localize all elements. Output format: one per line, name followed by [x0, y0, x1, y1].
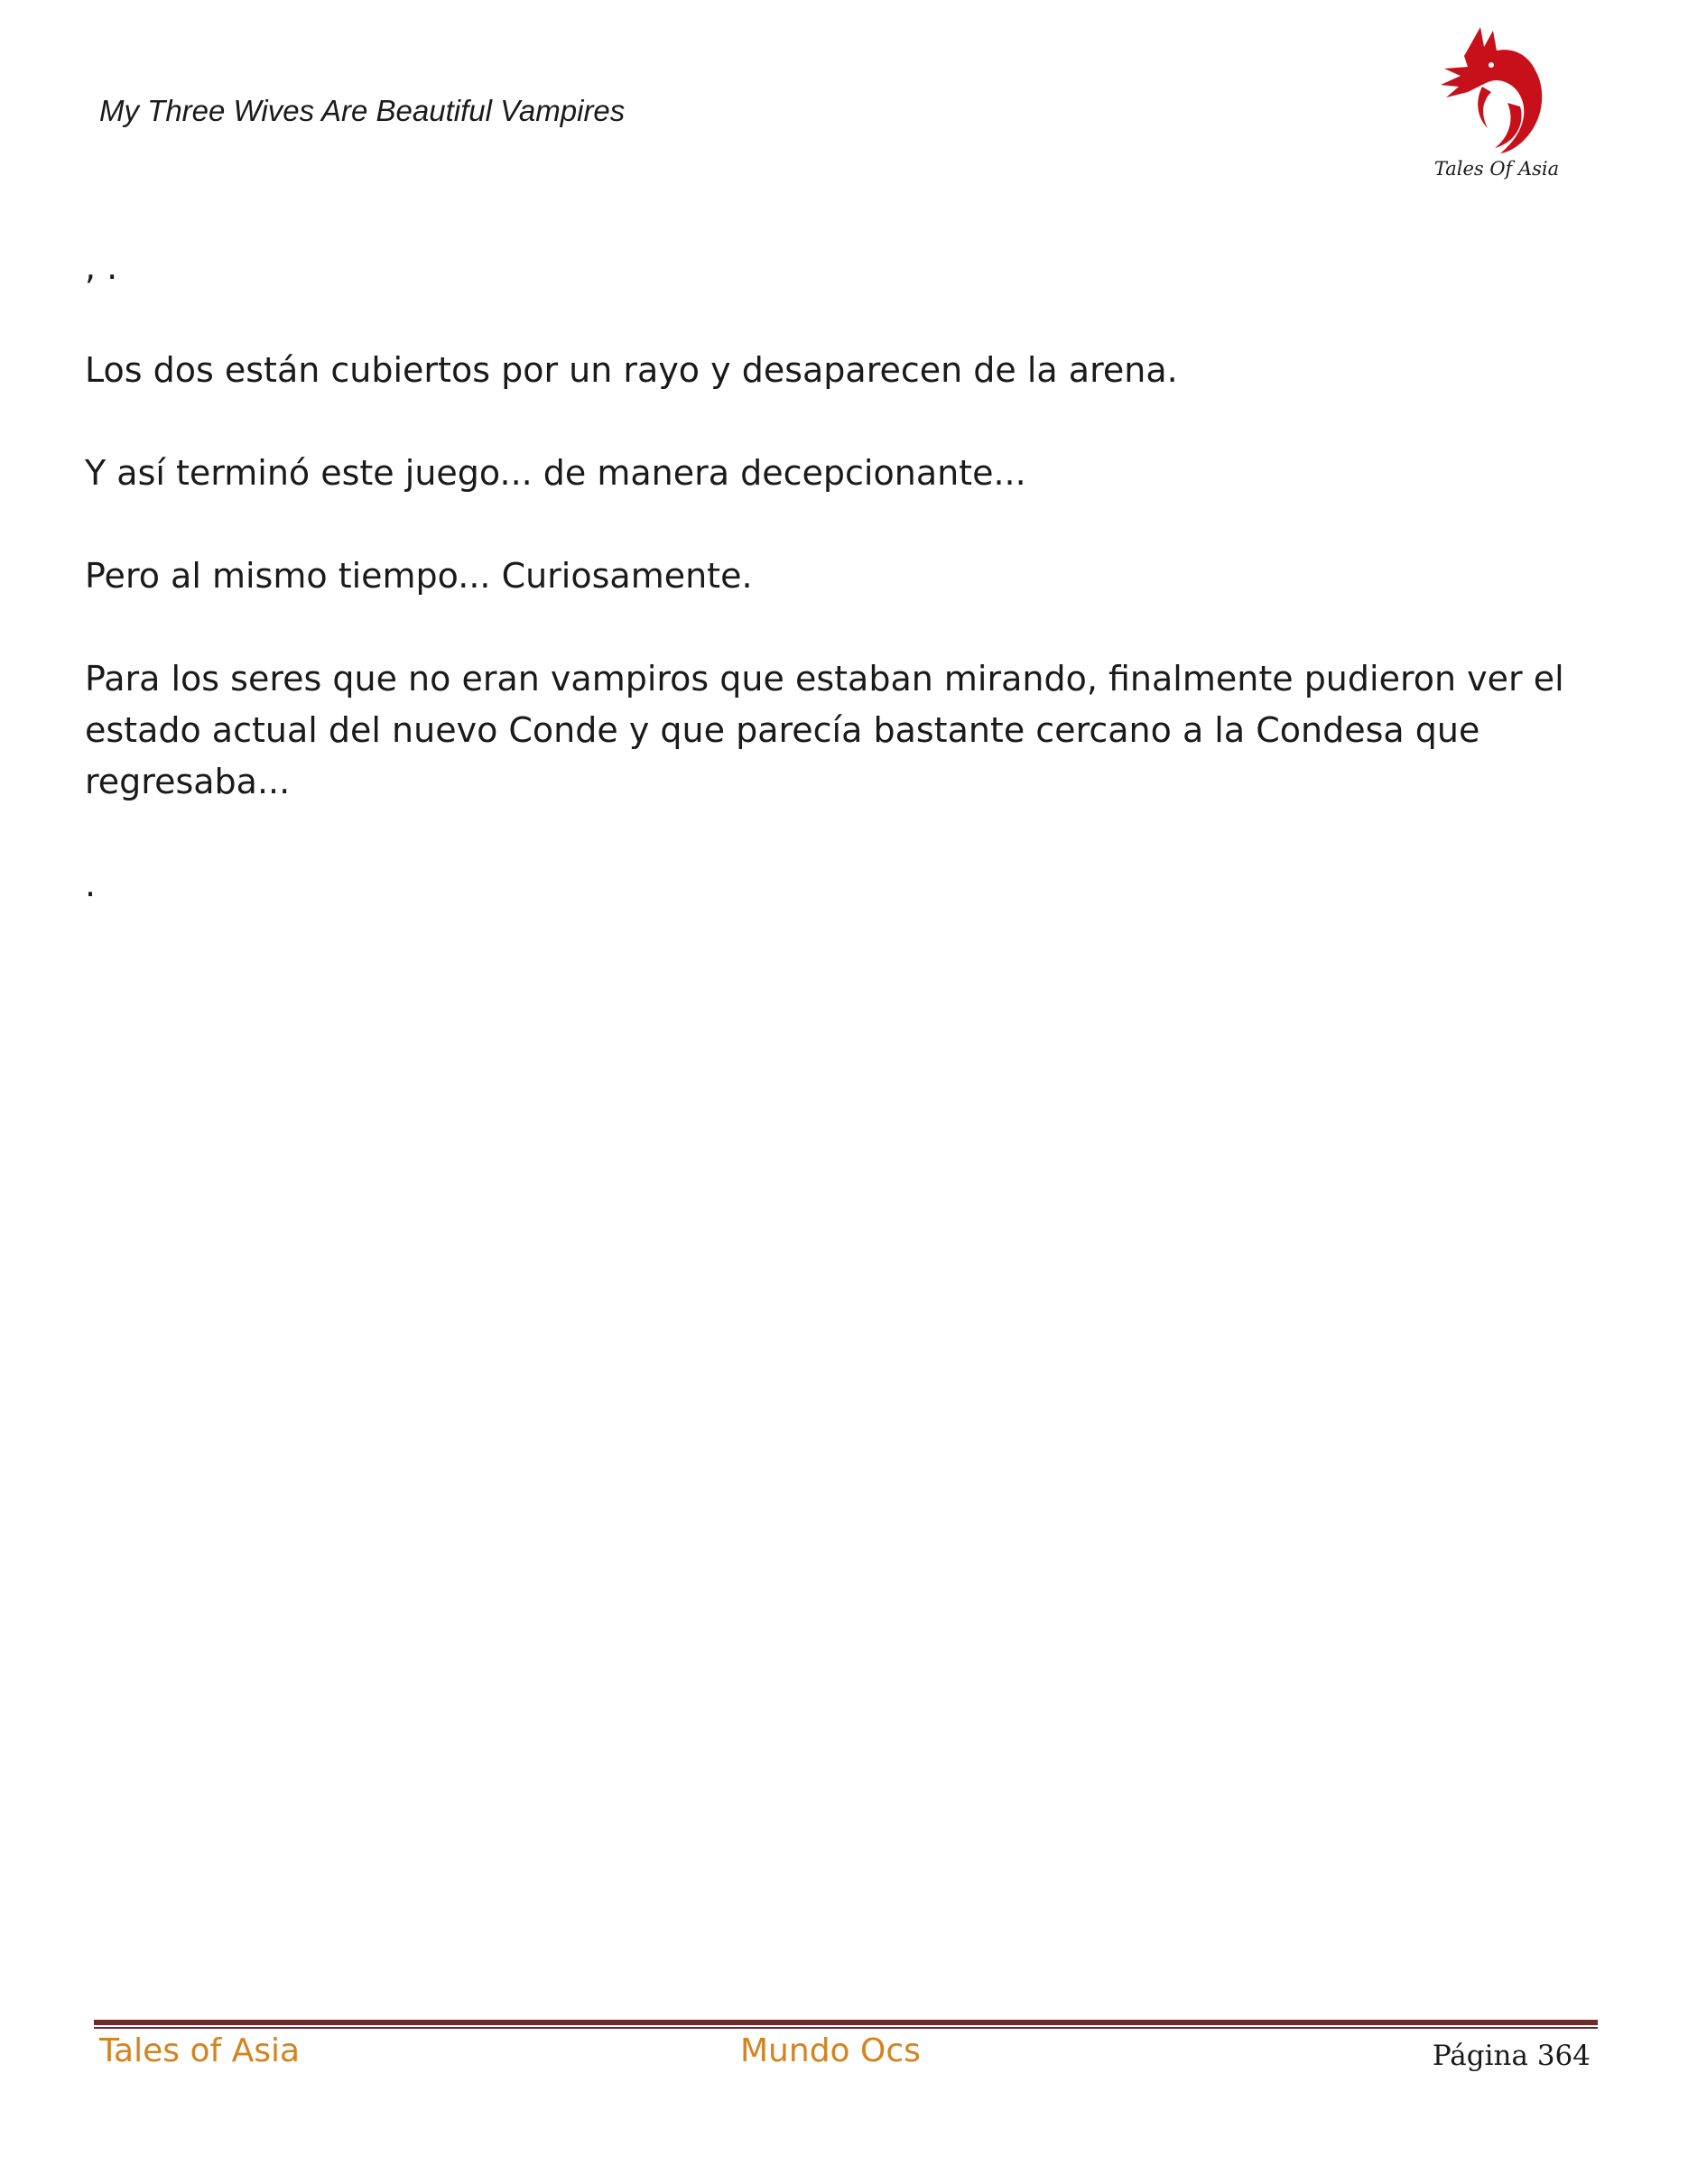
paragraph: Los dos están cubiertos por un rayo y desaparecen de la arena.: [85, 350, 1178, 390]
dragon-logo: [1428, 20, 1563, 182]
paragraph: Para los seres que no eran vampiros que estaban mirando, finalmente pudieron ver el estado actual del nuevo Conde y que parecía bastante cercano a la Condesa que regresaba...: [85, 659, 1564, 801]
footer-site-name: Tales of Asia: [99, 2032, 301, 2069]
footer-rule-thick: [94, 2020, 1598, 2025]
chapter-body: [85, 242, 1574, 962]
footer-rule-thin: [94, 2027, 1598, 2029]
header-title: My Three Wives Are Beautiful Vampires: [99, 94, 626, 127]
paragraph: Pero al mismo tiempo... Curiosamente.: [85, 556, 753, 596]
paragraph: Y así terminó este juego... de manera decepcionante...: [85, 453, 1026, 493]
dragon-logo-icon: [1428, 20, 1563, 182]
footer-rule: [94, 2020, 1598, 2029]
footer-page-number: Página 364: [1432, 2040, 1591, 2072]
paragraph: .: [85, 865, 97, 904]
footer-section-name: Mundo Ocs: [740, 2032, 921, 2069]
svg-text:Tales Of Asia: Tales Of Asia: [1433, 158, 1560, 180]
paragraph: , .: [85, 247, 118, 287]
